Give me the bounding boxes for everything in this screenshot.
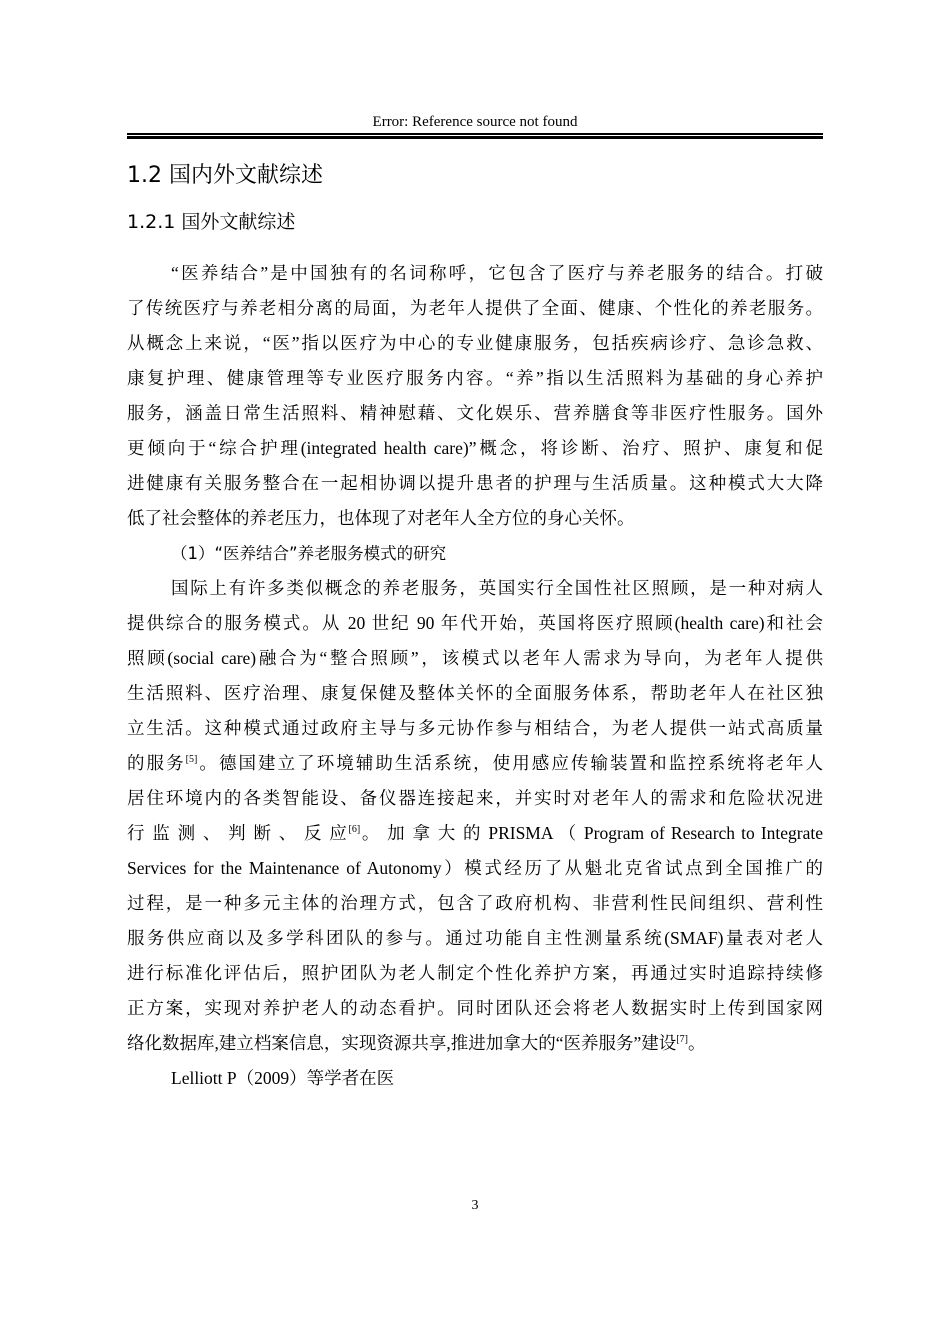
- text-run: 服务供应商以及多学科团队的参与。通过功能自主性测量系统(SMAF)量表对老人: [127, 928, 823, 948]
- text-run: 进健康有关服务整合在一起相协调以提升患者的护理与生活质量。这种模式大大降: [127, 473, 823, 493]
- text-run: 居住环境内的各类智能设、备仪器连接起来，并实时对老年人的需求和危险状况进: [127, 788, 823, 808]
- running-header: Error: Reference source not found: [372, 114, 578, 130]
- text-line: [127, 676, 823, 711]
- text-run: 过程，是一种多元主体的治理方式，包含了政府机构、非营利性民间组织、营利性: [127, 893, 823, 913]
- text-run: 国际上有许多类似概念的养老服务，英国实行全国性社区照顾，是一种对病人: [171, 578, 823, 598]
- text-line: [127, 326, 823, 361]
- text-run: 低了社会整体的养老压力，也体现了对老年人全方位的身心关怀。: [127, 508, 635, 528]
- citation-superscript: [6]: [348, 824, 361, 835]
- header-rule-thin: [127, 133, 823, 135]
- text-line: [127, 711, 823, 746]
- citation-superscript: [7]: [676, 1034, 688, 1045]
- text-line: [127, 816, 823, 851]
- text-line: [127, 501, 823, 536]
- text-line: [127, 641, 823, 676]
- text-run: 生活照料、医疗治理、康复保健及整体关怀的全面服务体系，帮助老年人在社区独: [127, 683, 823, 703]
- text-line: [127, 256, 823, 291]
- text-run: Lelliott P（2009）等学者在医: [171, 1068, 395, 1088]
- text-line: [127, 851, 823, 886]
- text-line: [127, 781, 823, 816]
- section-title: 1.2 国内外文献综述: [127, 163, 323, 188]
- text-line: [127, 571, 823, 606]
- subsection-title: 1.2.1 国外文献综述: [127, 211, 296, 233]
- text-run: 进行标准化评估后，照护团队为老人制定个性化养护方案，再通过实时追踪持续修: [127, 963, 823, 983]
- text-run: “医养结合”是中国独有的名词称呼，它包含了医疗与养老服务的结合。打破: [171, 263, 823, 283]
- text-line: [127, 921, 823, 956]
- text-run: （1）“医养结合”养老服务模式的研究: [171, 544, 447, 563]
- text-line: [127, 1026, 823, 1061]
- text-line: [127, 746, 823, 781]
- text-line: [127, 991, 823, 1026]
- text-run: 。德国建立了环境辅助生活系统，使用感应传输装置和监控系统将老年人: [197, 753, 824, 773]
- text-line: [127, 606, 823, 641]
- text-run: 了传统医疗与养老相分离的局面，为老年人提供了全面、健康、个性化的养老服务。: [127, 298, 823, 318]
- body-text: [127, 256, 823, 1096]
- text-run: 从概念上来说，“医”指以医疗为中心的专业健康服务，包括疾病诊疗、急诊急救、: [127, 333, 823, 353]
- text-run: 服务，涵盖日常生活照料、精神慰藉、文化娱乐、营养膳食等非医疗性服务。国外: [127, 403, 823, 423]
- text-run: 行 监 测 、 判 断 、 反 应: [127, 823, 349, 843]
- text-line: [127, 466, 823, 501]
- text-run: 正方案，实现对养护老人的动态看护。同时团队还会将老人数据实时上传到国家网: [127, 998, 823, 1018]
- header-rule-thick: [127, 136, 823, 139]
- subheading-line: [127, 536, 823, 571]
- text-run: Services for the Maintenance of Autonomy）模式经历了从魁北克省试点到全国推广的: [127, 858, 823, 878]
- text-line: [127, 431, 823, 466]
- text-run: 的服务: [127, 753, 186, 773]
- text-line: [127, 361, 823, 396]
- text-line: [127, 886, 823, 921]
- text-run: 络化数据库,建立档案信息，实现资源共享,推进加拿大的“医养服务”建设: [127, 1033, 677, 1053]
- citation-superscript: [5]: [185, 754, 198, 765]
- text-line: [127, 396, 823, 431]
- text-run: 。: [687, 1033, 706, 1053]
- text-run: 更倾向于“综合护理(integrated health care)”概念，将诊断、治疗、照护、康复和促: [127, 438, 823, 458]
- text-run: 康复护理、健康管理等专业医疗服务内容。“养”指以生活照料为基础的身心养护: [127, 368, 823, 388]
- text-run: 立生活。这种模式通过政府主导与多元协作参与相结合，为老人提供一站式高质量: [127, 718, 823, 738]
- text-run: 提供综合的服务模式。从 20 世纪 90 年代开始，英国将医疗照顾(health care)和社会: [127, 613, 823, 633]
- text-line: [127, 956, 823, 991]
- text-line: [127, 291, 823, 326]
- text-run: 。 加 拿 大 的 PRISMA （ Program of Research to Integrate: [360, 823, 823, 843]
- text-run: 照顾(social care)融合为“整合照顾”，该模式以老年人需求为导向，为老年人提供: [127, 648, 823, 668]
- page-number: 3: [471, 1198, 479, 1213]
- text-line: [127, 1061, 823, 1096]
